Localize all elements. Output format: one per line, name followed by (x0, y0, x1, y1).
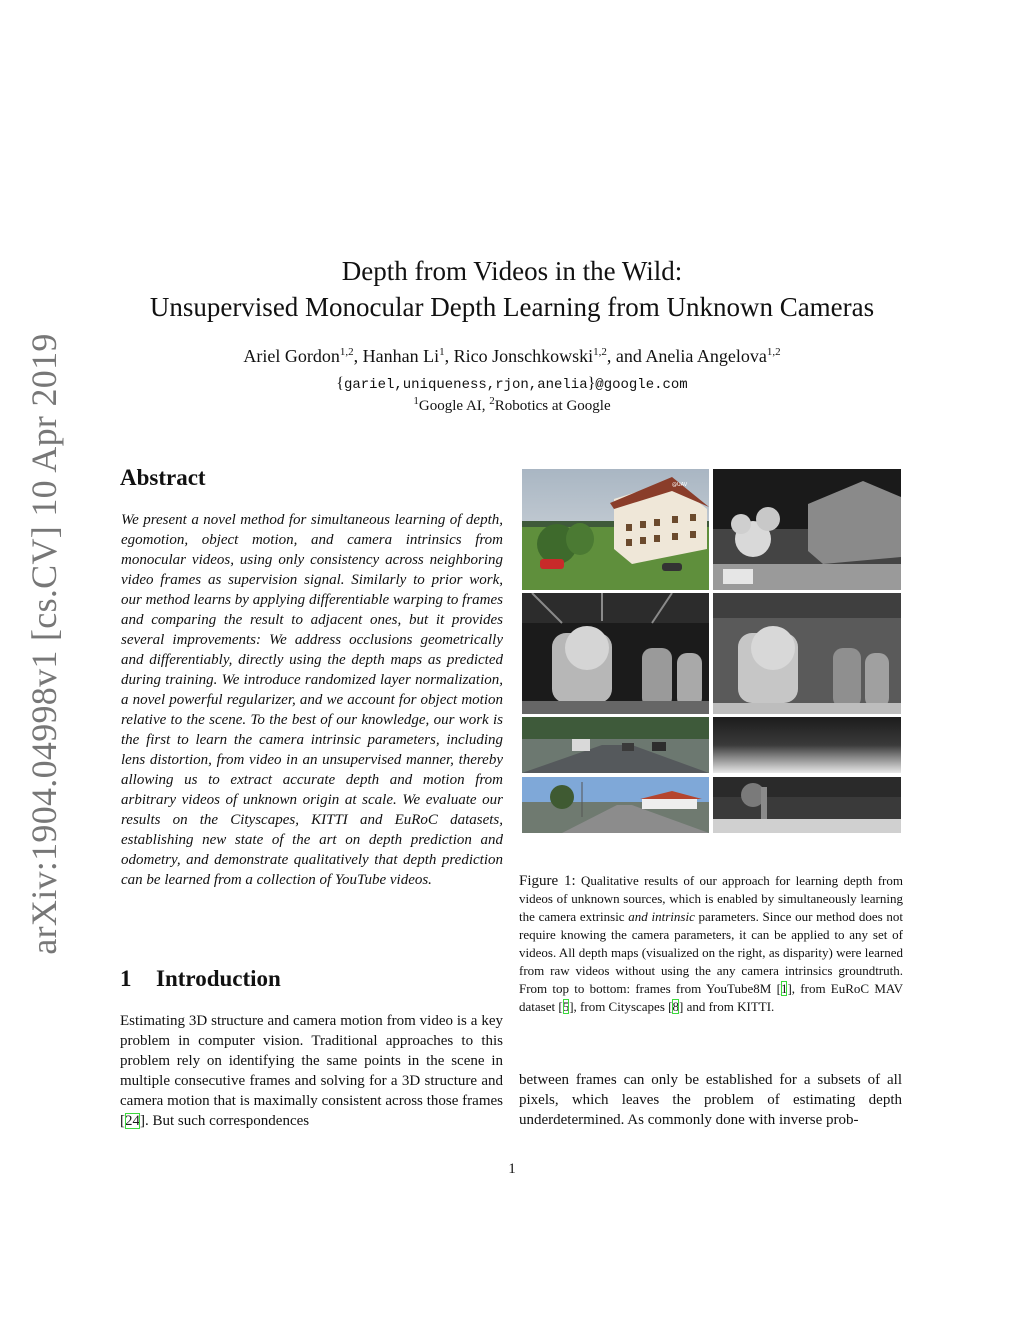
caption-italic: and intrinsic (628, 909, 695, 924)
figure-depth-map-euroc (713, 593, 901, 714)
caption-text: , from EuRoC MAV dataset (519, 981, 903, 1014)
author-list (100, 344, 924, 368)
arxiv-stamp (22, 333, 66, 955)
section-title: Introduction (156, 966, 281, 991)
figure-image-cityscapes-frame (522, 717, 709, 773)
intro-paragraph: Estimating 3D structure and camera motion from video is a key problem in computer vision. Traditional approaches to this problem rely on identifying the same points in the scene in multiple consecutive frames and solving for a 3D structure and camera motion that is maximally consistent across those frames (120, 1013, 503, 1109)
caption-text: Qualitative results of our approach for learning depth from videos of unknown sources, which is enabled by simultaneously learning the camera extrinsic (519, 873, 903, 924)
author-sep: , (444, 346, 454, 366)
author-sep: , and (606, 346, 646, 366)
affil-sup: 2 (489, 395, 495, 407)
author-name: Anelia Angelova (645, 346, 767, 366)
email-domain: @google.com (595, 377, 688, 393)
citation-link[interactable]: 5 (562, 999, 570, 1014)
figure-watermark: @UAV (672, 482, 688, 488)
author-emails[interactable] (100, 375, 924, 393)
abstract-heading: Abstract (120, 465, 206, 490)
author-name: Hanhan Li (362, 346, 440, 366)
intro-paragraph-tail: . But such correspondences (145, 1113, 310, 1129)
caption-text: and from KITTI. (683, 999, 775, 1014)
section-number: 1 (120, 966, 132, 991)
author-affil-sup: 1 (439, 346, 445, 358)
author-name: Rico Jonschkowski (453, 346, 594, 366)
citation-link[interactable]: 24 (125, 1113, 140, 1129)
author-affil-sup: 1,2 (593, 346, 607, 358)
figure-caption: Figure 1: Qualitative results of our approach for learning depth from videos of unknown sources, which is enabled by simultaneously learning the camera extrinsic and intrinsic parameters. Since our method does not require knowing the camera parameters, it can be applied to any set of videos. All depth maps (visualized on the right, as disparity) were learned from raw videos without using the any camera intrinsics groundtruth. From top to bottom: frames from YouTube8M [1], from EuRoC MAV dataset [5], from Cityscapes [8] and from KITTI. (519, 873, 903, 1014)
figure-image-kitti-frame (522, 777, 709, 833)
introduction-continued-text: between frames can only be established for a subsets of all pixels, which leaves the problem of estimating depth underdetermined. As commonly done with inverse prob- (519, 1072, 902, 1128)
affil-name: Google AI, (418, 398, 490, 414)
figure-image-euroc-frame (522, 593, 709, 714)
affil-name: Robotics at Google (494, 398, 611, 414)
figure-depth-map-youtube (713, 469, 901, 590)
paper-title-line1: Depth from Videos in the Wild: (341, 256, 683, 286)
page-number: 1 (508, 1161, 516, 1177)
figure-depth-map-kitti (713, 777, 901, 833)
introduction-text: Estimating 3D structure and camera motion from video is a key problem in computer vision. Traditional approaches to this problem rely on identifying the same points in the scene in multiple consecutive frames and solving for a 3D structure and camera motion that is maximally consistent across those frames [24]. But such correspondences (120, 1013, 503, 1129)
figure-label: Figure 1: (519, 873, 576, 889)
affil-sup: 1 (413, 395, 419, 407)
abstract-text: We present a novel method for simultaneous learning of depth, egomotion, object motion, and camera intrinsics from monocular videos, using only consistency across neighboring video frames as supervision signal. Similarly to prior work, our method learns by applying differentiable warping to frames and comparing the result to adjacent ones, but it provides several improvements: We address occlusions geometrically and differentiably, directly using the depth maps as predicted during training. We introduce randomized layer normalization, a novel powerful regularizer, and we account for object motion relative to the scene. To the best of our knowledge, our work is the first to learn the camera intrinsic parameters, including lens distortion, from video in an unsupervised manner, thereby allowing us to extract accurate depth and motion from arbitrary videos of unknown origin at scale. We evaluate our results on the Cityscapes, KITTI and EuRoC datasets, establishing new state of the art on depth prediction and odometry, and demonstrate qualitatively that depth prediction can be learned from a collection of YouTube videos. (121, 512, 503, 888)
email-handles: gariel,uniqueness,rjon,anelia (343, 377, 588, 393)
paper-title-line2: Unsupervised Monocular Depth Learning from Unknown Cameras (149, 292, 875, 322)
email-brace-close: } (587, 375, 596, 392)
arxiv-stamp-text: arXiv:1904.04998v1 [cs.CV] 10 Apr 2019 (24, 333, 64, 955)
citation-link[interactable]: 8 (672, 999, 679, 1014)
author-sep: , (353, 346, 363, 366)
figure-image-youtube-frame (522, 469, 709, 590)
author-affil-sup: 1,2 (766, 346, 781, 358)
figure-depth-map-cityscapes (713, 717, 901, 773)
section-heading-introduction (120, 966, 281, 992)
caption-text: , from Cityscapes (573, 999, 669, 1014)
author-name: Ariel Gordon (243, 346, 340, 366)
author-affil-sup: 1,2 (339, 346, 354, 358)
affiliations (100, 395, 924, 415)
email-brace-open: { (336, 375, 344, 392)
citation-link[interactable]: 1 (780, 981, 788, 996)
caption-text: parameters. Since our method does not require knowing the camera parameters, it can be applied to any set of videos. All depth maps (visualized on the right, as disparity) were learned from raw videos without using the any camera intrinsics groundtruth. From top to bottom: frames from YouTube8M (519, 909, 903, 996)
